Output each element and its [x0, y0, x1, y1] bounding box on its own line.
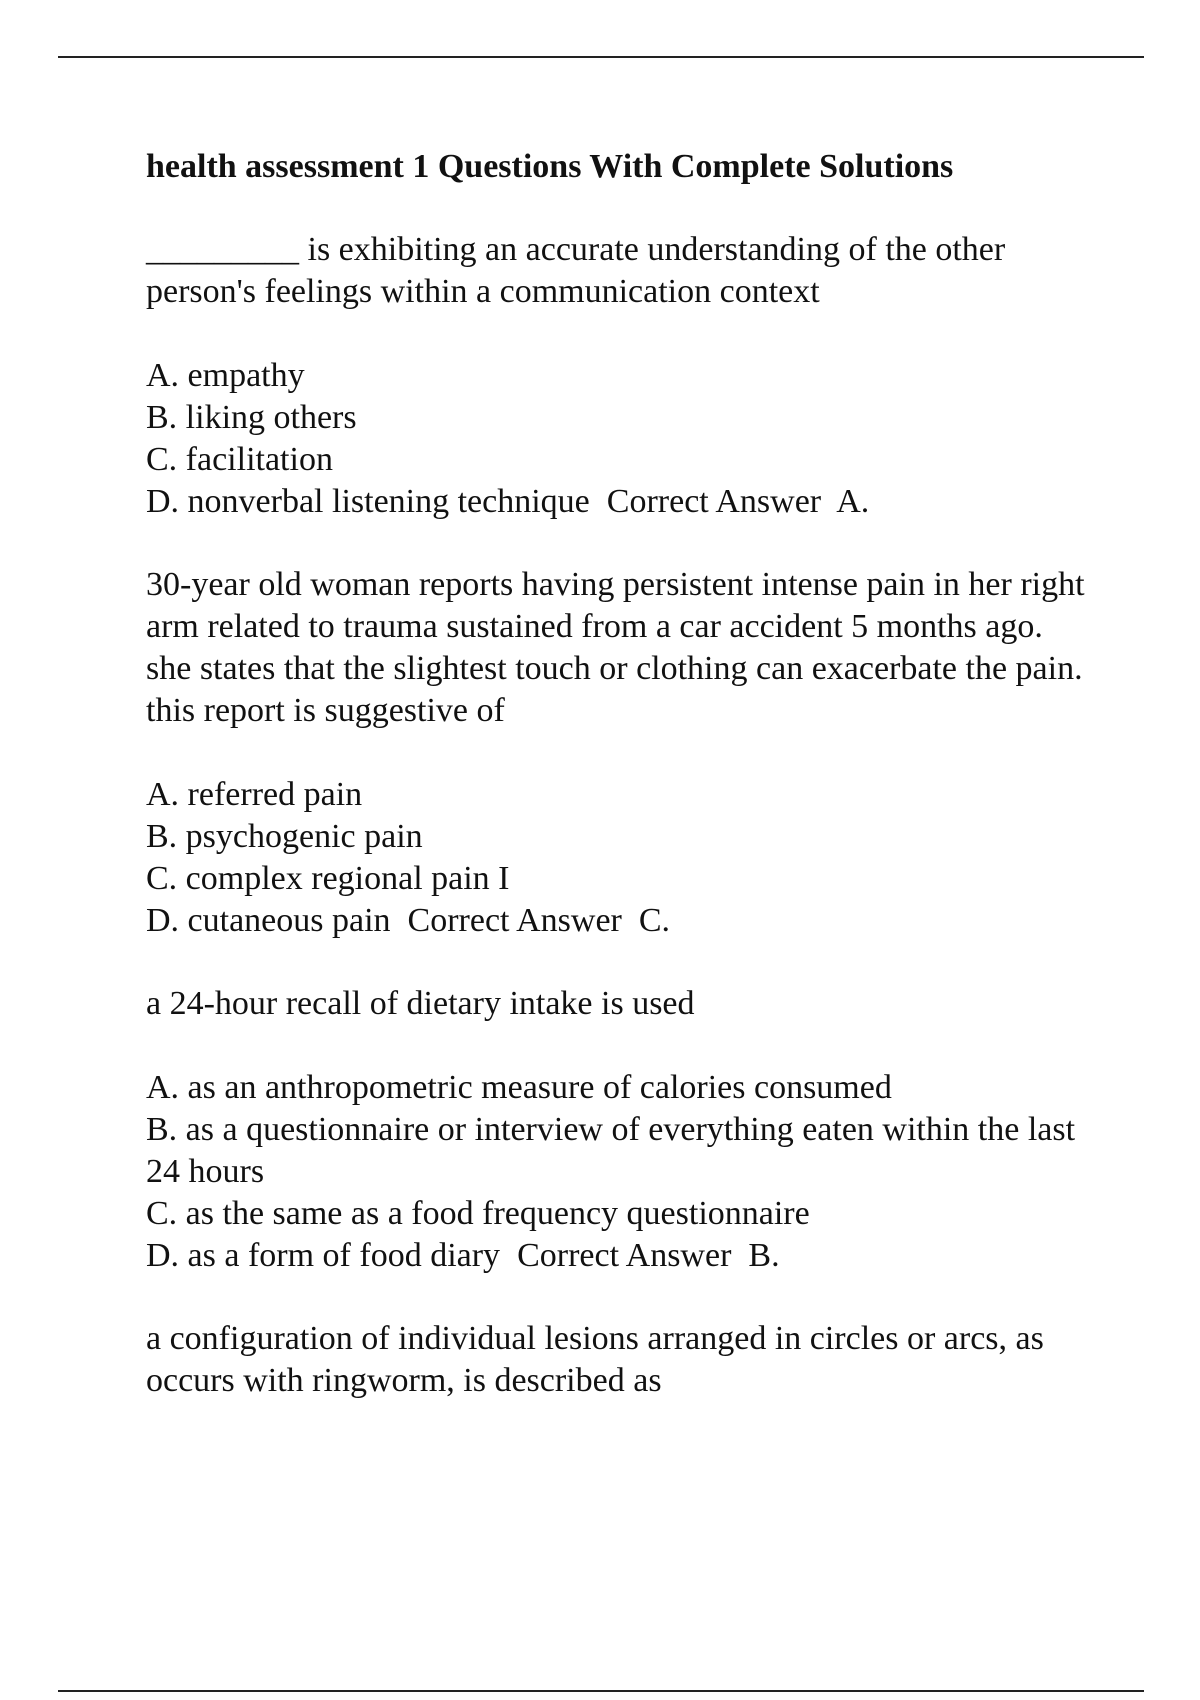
question-1: [146, 229, 1086, 523]
question-2: [146, 564, 1094, 942]
question-text: _________ is exhibiting an accurate understanding of the other person's feelings within a communication context: [146, 231, 1014, 310]
document-body: [146, 140, 1094, 1444]
option-d-with-answer: [146, 481, 1086, 523]
correct-answer: Correct Answer B.: [517, 1237, 780, 1274]
option-b: B. liking others: [146, 399, 357, 436]
top-rule: [58, 56, 1144, 58]
question-text: 30-year old woman reports having persistent intense pain in her right arm related to trauma sustained from a car accident 5 months ago. she states that the slightest touch or clothing can exacerbate the pain. this report is suggestive of: [146, 566, 1094, 729]
option-d: D. as a form of food diary: [146, 1237, 501, 1274]
option-a: A. empathy: [146, 357, 305, 394]
option-d: D. nonverbal listening technique: [146, 483, 590, 520]
correct-answer: Correct Answer C.: [407, 902, 671, 939]
question-4: [146, 1318, 1086, 1402]
option-b: B. psychogenic pain: [146, 818, 423, 855]
question-text: a configuration of individual lesions arranged in circles or arcs, as occurs with ringworm, is described as: [146, 1320, 1053, 1399]
document-title: health assessment 1 Questions With Complete Solutions: [146, 148, 954, 185]
bottom-rule: [58, 1690, 1144, 1692]
option-d-with-answer: [146, 900, 1086, 942]
correct-answer: Correct Answer A.: [606, 483, 870, 520]
option-a: A. referred pain: [146, 776, 363, 813]
option-d: D. cutaneous pain: [146, 902, 391, 939]
option-c: C. as the same as a food frequency questionnaire: [146, 1195, 810, 1232]
option-c: C. facilitation: [146, 441, 333, 478]
question-text: a 24-hour recall of dietary intake is used: [146, 985, 695, 1022]
option-a: A. as an anthropometric measure of calories consumed: [146, 1069, 892, 1106]
option-c: C. complex regional pain I: [146, 860, 510, 897]
option-d-with-answer: [146, 1235, 1086, 1277]
question-3: [146, 983, 1086, 1277]
option-b: B. as a questionnaire or interview of everything eaten within the last 24 hours: [146, 1111, 1084, 1190]
